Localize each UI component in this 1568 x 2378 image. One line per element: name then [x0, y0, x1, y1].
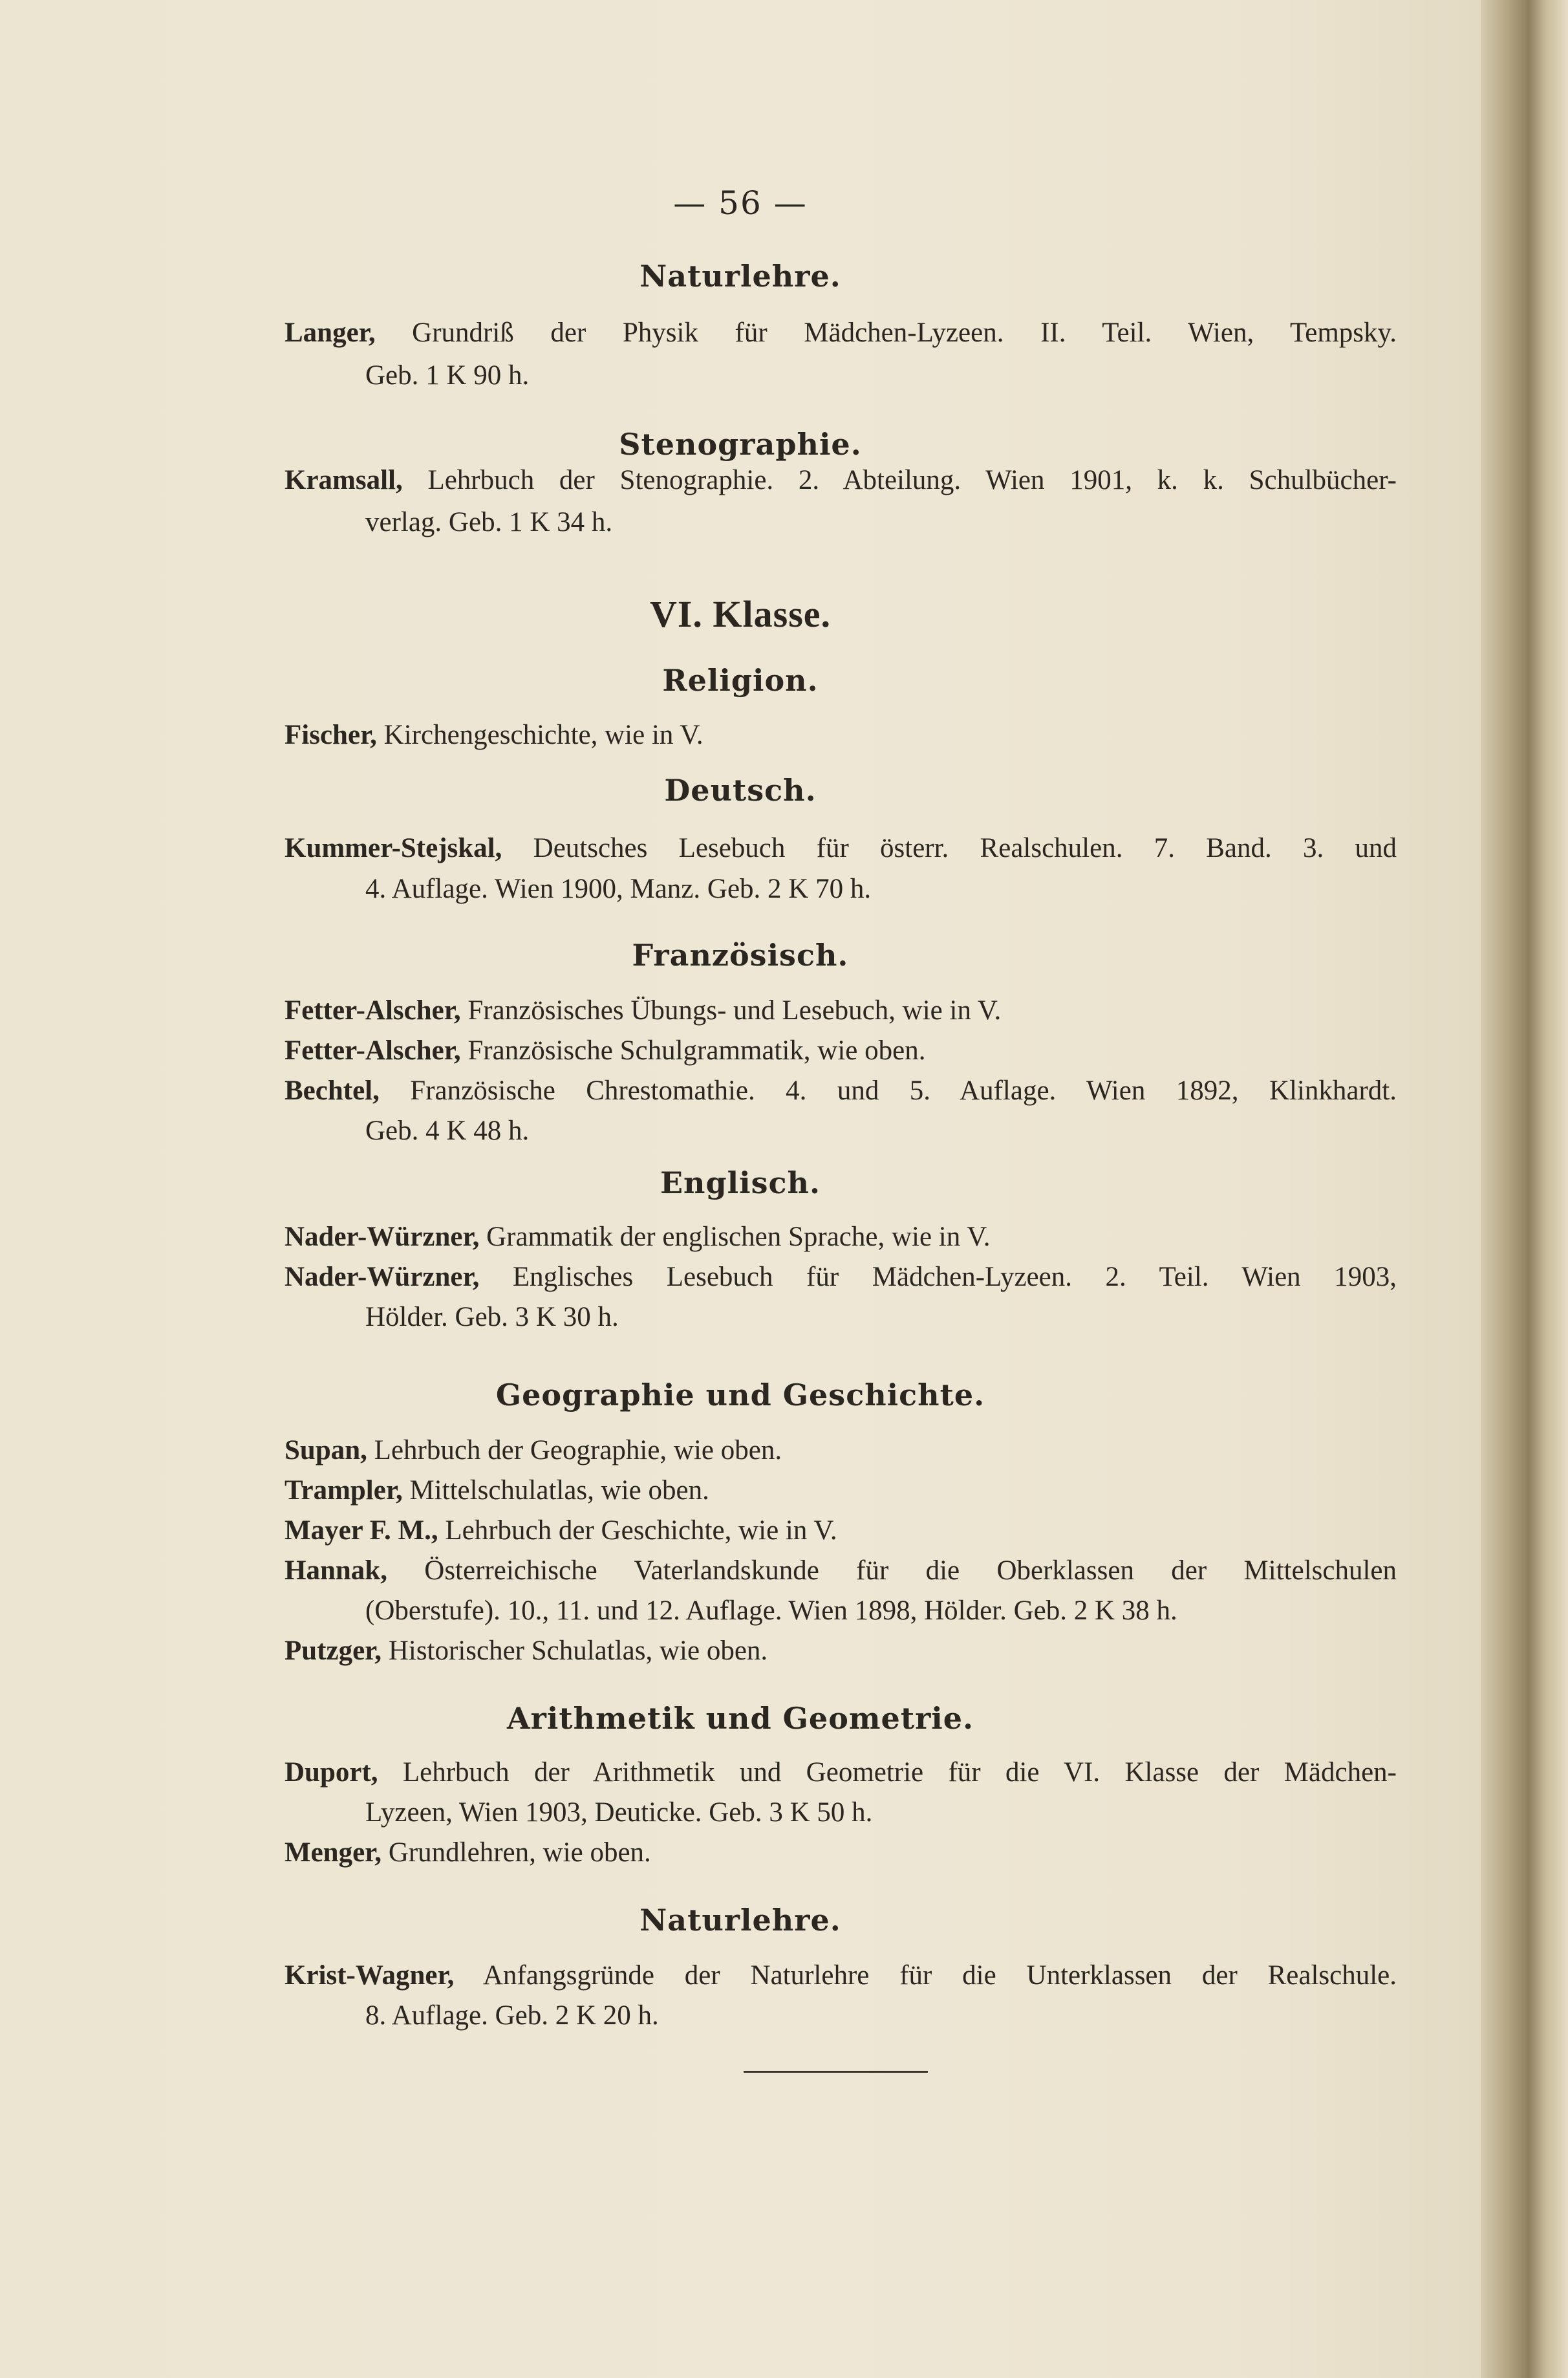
- section-heading: Naturlehre.: [639, 259, 841, 294]
- entry-continuation: 8. Auflage. Geb. 2 K 20 h.: [365, 2000, 659, 2031]
- entry-line: [285, 1475, 1397, 1506]
- entry-continuation: verlag. Geb. 1 K 34 h.: [365, 507, 613, 537]
- entry-text: Lehrbuch der Geschichte, wie in V.: [438, 1515, 837, 1546]
- entry-text: Anfangsgründe der Naturlehre für die Unterklassen der Realschule.: [454, 1960, 1397, 1991]
- entry-line: [285, 995, 1397, 1026]
- entry-author: Hannak,: [285, 1555, 387, 1586]
- section-heading: Religion.: [662, 663, 819, 698]
- entry-author: Kummer-Stejskal,: [285, 833, 502, 863]
- entry-continuation: 4. Auflage. Wien 1900, Manz. Geb. 2 K 70 h.: [365, 874, 872, 904]
- entry-continuation: Geb. 1 K 90 h.: [365, 360, 530, 391]
- entry-author: Menger,: [285, 1837, 382, 1868]
- entry-text: Französische Schulgrammatik, wie oben.: [460, 1035, 926, 1066]
- entry-line: [285, 1515, 1397, 1546]
- section-heading: Geographie und Geschichte.: [495, 1378, 985, 1412]
- entry-text: Lehrbuch der Stenographie. 2. Abteilung. Wien 1901, k. k. Schulbücher-: [402, 465, 1397, 495]
- class-heading: VI. Klasse.: [649, 593, 832, 635]
- entry-line: [285, 1434, 1397, 1466]
- entry-text: Mittelschulatlas, wie oben.: [402, 1475, 709, 1506]
- entry-line: [285, 1960, 1397, 1996]
- entry-text: Französische Chrestomathie. 4. und 5. Auflage. Wien 1892, Klinkhardt.: [379, 1076, 1397, 1106]
- section-heading: Naturlehre.: [639, 1903, 841, 1938]
- closing-rule: [744, 2071, 928, 2073]
- entry-line: [285, 719, 1397, 751]
- entry-text: Kirchengeschichte, wie in V.: [376, 720, 703, 750]
- entry-author: Duport,: [285, 1757, 378, 1788]
- entry-author: Krist-Wagner,: [285, 1960, 455, 1991]
- entry-text: Historischer Schulatlas, wie oben.: [381, 1636, 768, 1666]
- entry-continuation: Geb. 4 K 48 h.: [365, 1116, 530, 1146]
- entry-author: Fetter-Alscher,: [285, 1035, 461, 1066]
- entry-author: Bechtel,: [285, 1076, 380, 1106]
- entry-author: Putzger,: [285, 1636, 382, 1666]
- entry-author: Nader-Würzner,: [285, 1262, 480, 1292]
- entry-author: Fischer,: [285, 720, 377, 750]
- entry-continuation: Lyzeen, Wien 1903, Deuticke. Geb. 3 K 50 h.: [365, 1797, 873, 1828]
- section-heading: Deutsch.: [664, 773, 817, 808]
- entry-text: Englisches Lesebuch für Mädchen-Lyzeen. 2. Teil. Wien 1903,: [479, 1262, 1397, 1292]
- entry-line: [285, 1756, 1397, 1793]
- entry-text: Grundlehren, wie oben.: [381, 1837, 651, 1868]
- entry-text: Grundriß der Physik für Mädchen-Lyzeen. II. Teil. Wien, Tempsky.: [375, 318, 1397, 348]
- entry-text: Lehrbuch der Geographie, wie oben.: [367, 1435, 782, 1465]
- entry-text: Französisches Übungs- und Lesebuch, wie in V.: [460, 995, 1002, 1026]
- entry-line: [285, 1035, 1397, 1066]
- entry-text: Österreichische Vaterlandskunde für die Oberklassen der Mittelschulen: [387, 1555, 1397, 1586]
- page-number: — 56 —: [673, 184, 808, 222]
- entry-text: Grammatik der englischen Sprache, wie in V.: [479, 1222, 991, 1252]
- entry-line: [285, 1221, 1397, 1253]
- section-heading: Französisch.: [632, 938, 849, 973]
- book-gutter: [1481, 0, 1568, 2378]
- entry-author: Fetter-Alscher,: [285, 995, 461, 1026]
- section-heading: Englisch.: [660, 1165, 821, 1200]
- entry-author: Supan,: [285, 1435, 367, 1465]
- entry-line: [285, 1837, 1397, 1868]
- entry-author: Nader-Würzner,: [285, 1222, 480, 1252]
- entry-author: Kramsall,: [285, 465, 403, 495]
- entry-author: Mayer F. M.,: [285, 1515, 438, 1546]
- entry-line: [285, 464, 1397, 501]
- entry-line: [285, 1261, 1397, 1297]
- entry-author: Trampler,: [285, 1475, 403, 1506]
- entry-line: [285, 1555, 1397, 1591]
- entry-continuation: (Oberstufe). 10., 11. und 12. Auflage. Wien 1898, Hölder. Geb. 2 K 38 h.: [365, 1595, 1177, 1626]
- section-heading: Arithmetik und Geometrie.: [506, 1701, 974, 1736]
- section-heading: Stenographie.: [619, 427, 862, 462]
- entry-text: Lehrbuch der Arithmetik und Geometrie für die VI. Klasse der Mädchen-: [378, 1757, 1397, 1788]
- entry-line: [285, 832, 1397, 869]
- entry-line: [285, 1635, 1397, 1667]
- entry-continuation: Hölder. Geb. 3 K 30 h.: [365, 1302, 619, 1332]
- entry-line: [285, 317, 1397, 353]
- entry-text: Deutsches Lesebuch für österr. Realschulen. 7. Band. 3. und: [502, 833, 1397, 863]
- entry-author: Langer,: [285, 318, 376, 348]
- entry-line: [285, 1075, 1397, 1111]
